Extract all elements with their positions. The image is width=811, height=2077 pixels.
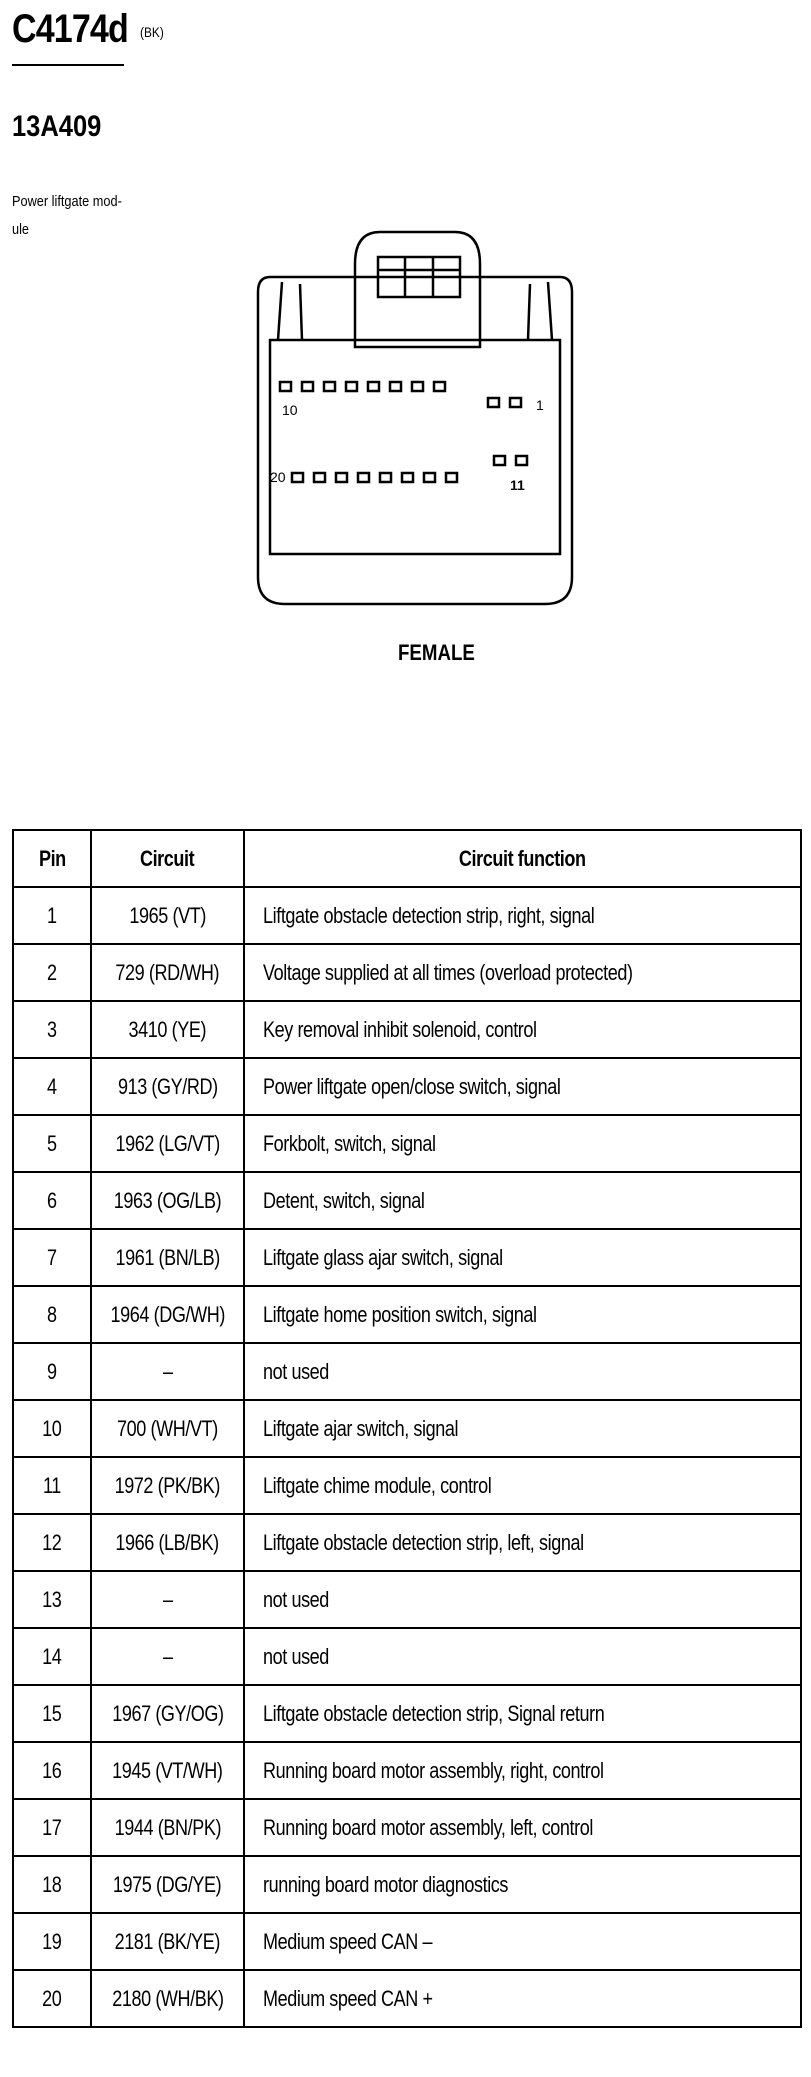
header-circuit: Circuit — [91, 830, 244, 887]
circuit-function: Liftgate chime module, control — [244, 1457, 801, 1514]
pin-number: 6 — [13, 1172, 91, 1229]
circuit-function: not used — [244, 1571, 801, 1628]
circuit-id: – — [91, 1343, 244, 1400]
table-row — [13, 1001, 801, 1058]
circuit-id: 1964 (DG/WH) — [91, 1286, 244, 1343]
pin-number: 9 — [13, 1343, 91, 1400]
circuit-id: 2180 (WH/BK) — [91, 1970, 244, 2027]
connector-header — [12, 6, 312, 52]
header-pin: Pin — [13, 830, 91, 887]
table-row — [13, 1457, 801, 1514]
pin-label-1: 1 — [536, 397, 544, 413]
table-row — [13, 1685, 801, 1742]
pin-number: 14 — [13, 1628, 91, 1685]
circuit-id: 1945 (VT/WH) — [91, 1742, 244, 1799]
pin-number: 8 — [13, 1286, 91, 1343]
circuit-function: Voltage supplied at all times (overload protected) — [244, 944, 801, 1001]
pin-number: 19 — [13, 1913, 91, 1970]
circuit-id: 1975 (DG/YE) — [91, 1856, 244, 1913]
pin-number: 20 — [13, 1970, 91, 2027]
circuit-id: 1961 (BN/LB) — [91, 1229, 244, 1286]
circuit-function: Liftgate glass ajar switch, signal — [244, 1229, 801, 1286]
pin-cavities-row-top — [280, 382, 521, 407]
table-row — [13, 1286, 801, 1343]
circuit-function: Liftgate obstacle detection strip, right, signal — [244, 887, 801, 944]
circuit-id: 1962 (LG/VT) — [91, 1115, 244, 1172]
pin-number: 1 — [13, 887, 91, 944]
pinout-table — [12, 829, 802, 2028]
circuit-id: 2181 (BK/YE) — [91, 1913, 244, 1970]
connector-color: (BK) — [140, 24, 164, 40]
table-row — [13, 1742, 801, 1799]
circuit-function: Forkbolt, switch, signal — [244, 1115, 801, 1172]
pin-number: 13 — [13, 1571, 91, 1628]
table-row — [13, 1514, 801, 1571]
module-description-line1: Power liftgate mod- — [12, 193, 122, 210]
table-row — [13, 1400, 801, 1457]
table-header-row — [13, 830, 801, 887]
circuit-id: 1967 (GY/OG) — [91, 1685, 244, 1742]
pin-number: 17 — [13, 1799, 91, 1856]
table-row — [13, 1343, 801, 1400]
pin-number: 10 — [13, 1400, 91, 1457]
pin-number: 11 — [13, 1457, 91, 1514]
pin-number: 18 — [13, 1856, 91, 1913]
circuit-function: Liftgate obstacle detection strip, Signal return — [244, 1685, 801, 1742]
circuit-function: Key removal inhibit solenoid, control — [244, 1001, 801, 1058]
circuit-function: Running board motor assembly, left, control — [244, 1799, 801, 1856]
circuit-function: Detent, switch, signal — [244, 1172, 801, 1229]
circuit-function: not used — [244, 1343, 801, 1400]
circuit-function: Medium speed CAN + — [244, 1970, 801, 2027]
connector-id: C4174d — [12, 7, 128, 51]
connector-id-underline — [12, 64, 124, 66]
module-description-line2: ule — [12, 221, 30, 238]
pin-number: 4 — [13, 1058, 91, 1115]
circuit-id: 729 (RD/WH) — [91, 944, 244, 1001]
circuit-id: 700 (WH/VT) — [91, 1400, 244, 1457]
circuit-id: 913 (GY/RD) — [91, 1058, 244, 1115]
header-circuit-function: Circuit function — [244, 830, 801, 887]
circuit-function: Liftgate ajar switch, signal — [244, 1400, 801, 1457]
table-row — [13, 944, 801, 1001]
pin-number: 15 — [13, 1685, 91, 1742]
table-row — [13, 1571, 801, 1628]
circuit-id: 3410 (YE) — [91, 1001, 244, 1058]
table-row — [13, 1799, 801, 1856]
table-row — [13, 1115, 801, 1172]
circuit-id: 1972 (PK/BK) — [91, 1457, 244, 1514]
pin-number: 2 — [13, 944, 91, 1001]
circuit-function: Running board motor assembly, right, control — [244, 1742, 801, 1799]
pin-label-20: 20 — [270, 469, 286, 485]
pin-cavities-row-bottom — [292, 456, 527, 482]
table-row — [13, 887, 801, 944]
pin-label-11: 11 — [510, 477, 525, 493]
table-row — [13, 1628, 801, 1685]
circuit-function: Liftgate obstacle detection strip, left, signal — [244, 1514, 801, 1571]
connector-face-diagram — [240, 222, 640, 622]
table-row — [13, 1913, 801, 1970]
circuit-function: Medium speed CAN – — [244, 1913, 801, 1970]
circuit-function: running board motor diagnostics — [244, 1856, 801, 1913]
circuit-id: – — [91, 1571, 244, 1628]
part-number: 13A409 — [12, 110, 102, 143]
circuit-id: 1944 (BN/PK) — [91, 1799, 244, 1856]
pinout-table-body — [13, 887, 801, 2027]
table-row — [13, 1229, 801, 1286]
connector-face — [270, 340, 560, 554]
table-row — [13, 1172, 801, 1229]
table-row — [13, 1856, 801, 1913]
circuit-function: not used — [244, 1628, 801, 1685]
gender-label: FEMALE — [398, 640, 475, 665]
table-row — [13, 1058, 801, 1115]
module-description — [12, 188, 140, 244]
pin-number: 5 — [13, 1115, 91, 1172]
table-row — [13, 1970, 801, 2027]
pin-number: 7 — [13, 1229, 91, 1286]
circuit-id: – — [91, 1628, 244, 1685]
circuit-id: 1963 (OG/LB) — [91, 1172, 244, 1229]
circuit-id: 1966 (LB/BK) — [91, 1514, 244, 1571]
circuit-function: Power liftgate open/close switch, signal — [244, 1058, 801, 1115]
pin-number: 3 — [13, 1001, 91, 1058]
pin-number: 12 — [13, 1514, 91, 1571]
circuit-function: Liftgate home position switch, signal — [244, 1286, 801, 1343]
circuit-id: 1965 (VT) — [91, 887, 244, 944]
pin-label-10: 10 — [282, 402, 298, 418]
pin-number: 16 — [13, 1742, 91, 1799]
